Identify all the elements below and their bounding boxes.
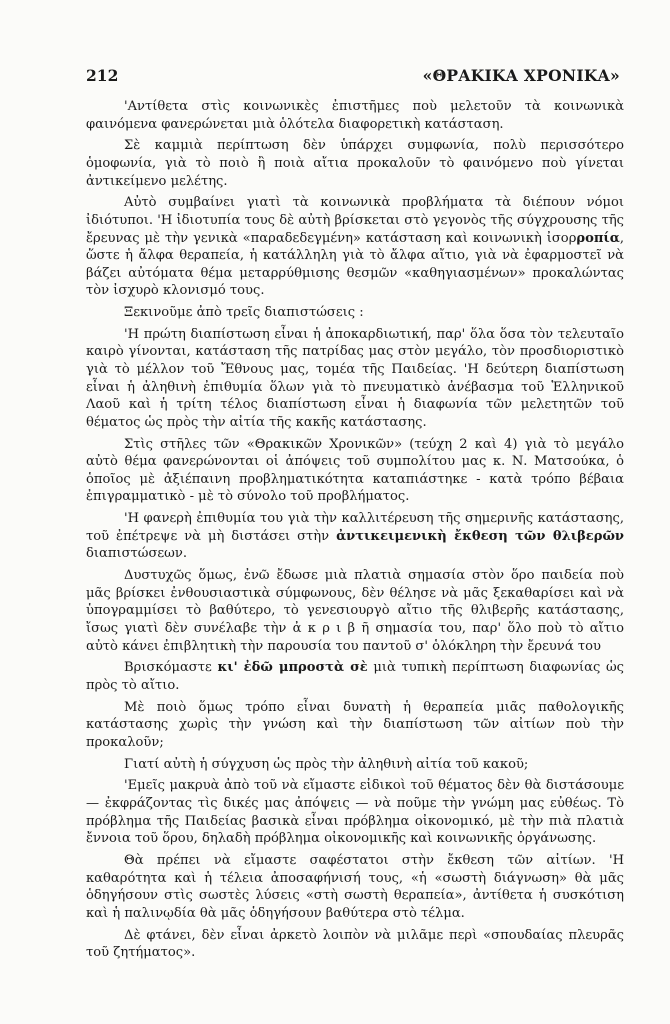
paragraph-text: 'Εμεῖς μακρυὰ ἀπὸ τοῦ νὰ εἴμαστε εἰδικοὶ τοῦ θέματος δὲν θὰ διστάσουμε — ἐκφράζοντας τὶς δικές μας ἀπόψεις — νὰ ποῦμε τὴν γνώμη μας εὐθέως. Τὸ πρόβλημα τῆς Παιδείας βασικὰ εἶναι πρόβλημα οἰκονομικό, μὲ τὴν πιὰ πλατιὰ ἔννοια τοῦ ὅρου, δηλαδὴ πρόβλημα οἰκονομικῆς καὶ κοινωνικῆς ὀργάνωσης. xyxy=(86,778,624,847)
paragraph xyxy=(86,777,624,847)
paragraph xyxy=(86,927,624,962)
paragraph xyxy=(86,194,624,300)
paragraph-text: Αὐτὸ συμβαίνει γιατὶ τὰ κοινωνικὰ προβλήματα τὰ διέπουν νόμοι ἰδιότυποι. 'Η ἰδιοτυπία τους δὲ αὐτὴ βρίσκεται στὸ γεγονὸς τῆς σύγχρουσης τῆς ἔρευνας μὲ τὴν γενικὰ «παραδεδεγμένη» κατάσταση καὶ κοινωνικὴ ἰσορ xyxy=(86,195,624,246)
paragraph-text: Ξεκινοῦμε ἀπὸ τρεῖς διαπιστώσεις : xyxy=(124,305,364,321)
page-header xyxy=(86,66,620,85)
paragraph-text: , ὥστε ἡ ἄλφα θεραπεία, ἡ κατάλληλη γιὰ τὸ ἄλφα αἴτιο, γιὰ νὰ ἐφαρμοστεῖ νὰ βάζει αὐτόματα θέμα μεταρρύθμισης θεσμῶν «καθηγιασμένων» προκαλώντας τὸν ἰσχυρὸ κλονισμό τους. xyxy=(86,230,624,299)
paragraph-text: Δυστυχῶς ὅμως, ἐνῶ ἔδωσε μιὰ πλατιὰ σημασία στὸν ὅρο παιδεία ποὺ μᾶς βρίσκει ἐνθουσιαστικὰ σύμφωνους, δὲν θέλησε νὰ μᾶς ξεκαθαρίσει καὶ νὰ ὑπογραμμίσει τὸ βαθύτερο, τὸ γενεσιουργὸ αἴτιο τῆς θλιβερῆς κατάστασης, ἴσως γιατὶ δὲν συνέλαβε τὴν ἀ κ ρ ι β ῆ σημασία του, παρ' ὅλο ποὺ τὸ αἴτιο αὐτὸ κάνει ἐπιβλητικὴ τὴν παρουσία του παντοῦ σ' ὁλόκληρη τὴν ἔρευνά του xyxy=(86,568,624,654)
paragraph-text: Σὲ καμμιὰ περίπτωση δὲν ὑπάρχει συμφωνία, πολὺ περισσότερο ὁμοφωνία, γιὰ τὸ ποιὸ ἢ ποιὰ αἴτια προκαλοῦν τὸ φαινόμενο ποὺ γίνεται ἀντικείμενο μελέτης. xyxy=(86,138,624,189)
page-number: 212 xyxy=(86,66,119,85)
paragraph-text: Γιατί αὐτὴ ἡ σύγχυση ὡς πρὸς τὴν ἀληθινὴ αἰτία τοῦ κακοῦ; xyxy=(124,756,529,772)
paragraph xyxy=(86,852,624,922)
running-title: «ΘΡΑΚΙΚΑ ΧΡΟΝΙΚΑ» xyxy=(422,66,620,85)
paragraph xyxy=(86,436,624,506)
bold-text: ἀντικειμενικὴ ἔκθεση τῶν θλιβερῶν xyxy=(336,528,625,544)
paragraph-text: Θὰ πρέπει νὰ εἴμαστε σαφέστατοι στὴν ἔκθεση τῶν αἰτίων. 'Η καθαρότητα καὶ ἡ τέλεια ἀποσαφήνισή τους, «ἡ «σωστὴ διάγνωση» θὰ μᾶς ὁδηγήσουν στὶς σωστὲς λύσεις «στὴ σωστὴ θεραπεία», ἀντίθετα ἡ συσκότιση καὶ ἡ παλινῳδία θὰ μᾶς ὁδηγήσουν βαθύτερα στὸ τέλμα. xyxy=(86,853,624,921)
body-text xyxy=(86,98,624,966)
paragraph xyxy=(86,510,624,563)
paragraph xyxy=(86,756,624,774)
paragraph xyxy=(86,699,624,752)
paragraph xyxy=(86,326,624,432)
paragraph xyxy=(86,304,624,322)
paragraph xyxy=(86,137,624,190)
paragraph-text: 'Αντίθετα στὶς κοινωνικὲς ἐπιστῆμες ποὺ μελετοῦν τὰ κοινωνικὰ φαινόμενα φανερώνεται μιὰ ὁλότελα διαφορετικὴ κατάσταση. xyxy=(86,99,624,132)
paragraph-text: Στὶς στῆλες τῶν «Θρακικῶν Χρονικῶν» (τεύχη 2 καὶ 4) γιὰ τὸ μεγάλο αὐτὸ θέμα φανερώνονται οἱ ἀπόψεις τοῦ συμπολίτου μας κ. Ν. Ματσούκα, ὁ ὁποῖος μὲ ἀξιέπαινη προβληματικότητα καταπιάστηκε - κατὰ τρόπο βέβαια ἐπιγραμματικὸ - μὲ τὸ σύνολο τοῦ προβλήματος. xyxy=(86,436,624,505)
paragraph-text: διαπιστώσεων. xyxy=(86,546,187,562)
paragraph-text: Δὲ φτάνει, δὲν εἶναι ἀρκετὸ λοιπὸν νὰ μιλᾶμε περὶ «σπουδαίας πλευρᾶς τοῦ ζητήματος». xyxy=(86,927,624,961)
paragraph-text: 'Η φανερὴ ἐπιθυμία του γιὰ τὴν καλλιτέρευση τῆς σημερινῆς κατάστασης, τοῦ ἐπέτρεψε νὰ μὴ διστάσει στὴν xyxy=(86,511,624,544)
paragraph xyxy=(86,98,624,133)
paragraph-text: Μὲ ποιὸ ὅμως τρόπο εἶναι δυνατὴ ἡ θεραπεία μιᾶς παθολογικῆς κατάστασης χωρὶς τὴν γνώση καὶ τὴν διαπίστωση τῶν αἰτίων ποὺ τὴν προκαλοῦν; xyxy=(86,699,624,750)
paragraph xyxy=(86,659,624,694)
paragraph-text: μιὰ τυπικὴ περίπτωση διαφωνίας ὡς πρὸς τὸ αἴτιο. xyxy=(86,660,624,693)
paragraph-text: 'Η πρώτη διαπίστωση εἶναι ἡ ἀποκαρδιωτική, παρ' ὅλα ὅσα τὸν τελευταῖο καιρὸ γίνονται, κατάσταση τῆς πατρίδας μας στὸν μεγάλο, τὸν προσδιοριστικὸ γιὰ τὸ μέλλον τοῦ Ἔθνους μας, τομέα τῆς Παιδείας. 'Η δεύτερη διαπίστωση εἶναι ἡ ἀληθινὴ ἐπιθυμία ὅλων γιὰ τὸ πνευματικὸ ἀνέβασμα τοῦ Ἑλληνικοῦ Λαοῦ καὶ ἡ τρίτη τέλος διαπίστωση εἶναι ἡ διαφωνία τῶν μελετητῶν τοῦ θέματος ὡς πρὸς τὴν αἰτία τῆς κακῆς κατάστασης. xyxy=(86,326,624,430)
bold-text: κι' ἐδῶ μπροστὰ σὲ xyxy=(217,660,368,676)
bold-text: ροπία xyxy=(576,230,620,246)
paragraph xyxy=(86,567,624,655)
paragraph-text: Βρισκόμαστε xyxy=(124,660,218,676)
